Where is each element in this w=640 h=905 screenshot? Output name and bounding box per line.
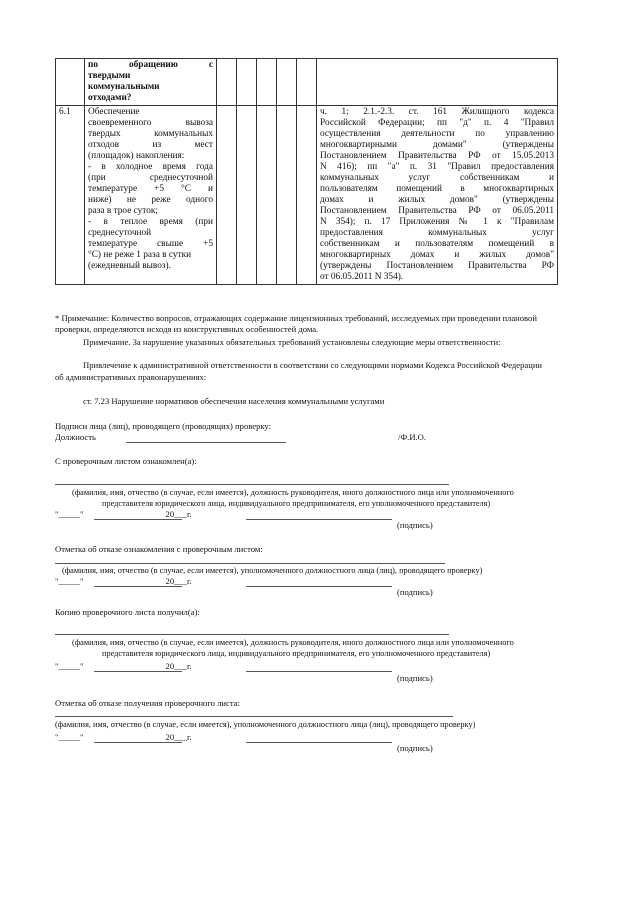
quote-mark: ": [55, 732, 59, 742]
question-text-line: твердыми: [88, 71, 131, 81]
answer-cell: [277, 59, 297, 106]
signature-caption: (подпись): [397, 673, 433, 683]
answer-cell: [257, 106, 277, 285]
reference-text-line: Российской Федерации; пп "д" п. 4 "Правил: [320, 118, 554, 128]
fio-line: [55, 634, 449, 635]
year-suffix: г.: [187, 732, 192, 742]
answer-cell: [237, 106, 257, 285]
position-line: [126, 442, 286, 443]
reference-cell: [317, 106, 558, 285]
fio-caption: представителя юридического лица, индивидуального предпринимателя, его уполномоченного представителя): [102, 649, 491, 658]
answer-cell: [297, 106, 317, 285]
familiarized-label: С проверочным листом ознакомлен(а):: [55, 456, 197, 466]
question-text-line: температуре +5 °С и: [88, 184, 213, 194]
question-text-line: (при среднесуточной: [88, 173, 213, 183]
reference-text-line: многоквартирных домах и жилых домов": [320, 250, 554, 260]
signature-line: [246, 586, 392, 587]
month-line: [94, 519, 182, 520]
question-text-line: ниже) не реже одного: [88, 195, 213, 205]
question-text-line: отходами?: [88, 93, 132, 103]
checklist-table: [55, 58, 558, 285]
refusal-familiarize-label: Отметка об отказе ознакомления с проверочным листом:: [55, 544, 263, 554]
reference-text-line: ч. 1; 2.1.-2.3. ст. 161 Жилищного кодекса: [320, 107, 554, 117]
day-blank: _____: [58, 576, 80, 586]
reference-text-line: Постановлением Правительства РФ от 06.05.2011: [320, 206, 554, 216]
fio-caption: (фамилия, имя, отчество (в случае, если имеется), должность руководителя, иного должностного лица или уполномоченного: [72, 488, 514, 497]
answer-cell: [237, 59, 257, 106]
position-label: Должность: [55, 432, 96, 442]
quote-mark: ": [55, 661, 59, 671]
fio-line: [55, 563, 445, 564]
fio-caption: представителя юридического лица, индивидуального предпринимателя, его уполномоченного представителя): [102, 499, 491, 508]
reference-text-line: собственникам и пользователям помещений в: [320, 239, 554, 249]
question-text-line: (площадок) накопления:: [88, 151, 185, 161]
reference-text-line: Постановлением Правительства РФ от 15.05.2013: [320, 151, 554, 161]
liability-note: Примечание. За нарушение указанных обязательных требований установлены следующие меры ответственности:: [83, 337, 501, 347]
question-text-line: Обеспечение: [88, 107, 140, 117]
row-number-cell: 6.1: [56, 106, 85, 285]
month-line: [94, 671, 182, 672]
signature-caption: (подпись): [397, 743, 433, 753]
year-prefix: 20: [165, 661, 175, 671]
footnote-line: проверки, определяются исходя из конструктивных особенностей дома.: [55, 324, 319, 334]
question-text-line: температуре свыше +5: [88, 239, 213, 249]
year-suffix: г.: [187, 576, 192, 586]
reference-text-line: многоквартирными домами" (утверждены: [320, 140, 554, 150]
fio-caption: (фамилия, имя, отчество (в случае, если имеется), должность руководителя, иного должностного лица или уполномоченного: [72, 638, 514, 647]
reference-cell: [317, 59, 558, 106]
year-prefix: 20: [165, 576, 175, 586]
year-prefix: 20: [165, 732, 175, 742]
quote-mark: ": [80, 661, 84, 671]
day-blank: _____: [58, 732, 80, 742]
reference-text-line: осуществления деятельности по управлению: [320, 129, 554, 139]
month-line: [94, 586, 182, 587]
liability-line: об административных правонарушениях:: [55, 372, 207, 382]
day-blank: _____: [58, 661, 80, 671]
year-blank: ___: [174, 732, 187, 742]
quote-mark: ": [80, 509, 84, 519]
signature-caption: (подпись): [397, 520, 433, 530]
reference-text-line: домах и жилых домов" (утверждены: [320, 195, 554, 205]
question-text-line: среднесуточной: [88, 228, 152, 238]
signature-line: [246, 671, 392, 672]
answer-cell: [217, 106, 237, 285]
year-blank: ___: [174, 576, 187, 586]
day-blank: _____: [58, 509, 80, 519]
inspector-caption: Подписи лица (лиц), проводящего (проводящих) проверку:: [55, 421, 271, 431]
quote-mark: ": [55, 576, 59, 586]
quote-mark: ": [55, 509, 59, 519]
signature-caption: (подпись): [397, 587, 433, 597]
question-text-line: отходов из мест: [88, 140, 213, 150]
fio-line: [55, 484, 449, 485]
quote-mark: ": [80, 576, 84, 586]
table-cell: [56, 59, 85, 106]
question-cell: [85, 106, 217, 285]
copy-received-label: Копию проверочного листа получил(а):: [55, 607, 200, 617]
reference-text-line: (утверждены Постановлением Правительства РФ: [320, 261, 554, 271]
year-suffix: г.: [187, 509, 192, 519]
reference-text-line: коммунальных услуг собственникам и: [320, 173, 554, 183]
question-text-line: (ежедневный вывоз).: [88, 261, 171, 271]
year-blank: ___: [174, 509, 187, 519]
reference-text-line: от 06.05.2011 N 354).: [320, 272, 404, 282]
month-line: [94, 742, 182, 743]
reference-text-line: предоставления коммунальных услуг: [320, 228, 554, 238]
table-row: [56, 59, 558, 106]
liability-line: Привлечение к административной ответственности в соответствии со следующими нормами Кодекса Российской Федерации: [83, 360, 543, 370]
question-cell: [85, 59, 217, 106]
year-blank: ___: [174, 661, 187, 671]
question-text-line: по обращению с: [88, 60, 213, 70]
fio-caption: (фамилия, имя, отчество (в случае, если имеется), уполномоченного должностного лица (лиц), проводящего проверку): [55, 720, 476, 729]
question-text-line: твердых коммунальных: [88, 129, 213, 139]
question-text-line: - в холодное время года: [88, 162, 213, 172]
question-text-line: °С) не реже 1 раза в сутки: [88, 250, 192, 260]
refusal-receive-label: Отметка об отказе получения проверочного листа:: [55, 698, 240, 708]
table-row: [56, 106, 558, 285]
reference-text-line: N 354); п. 17 Приложения № 1 к "Правилам: [320, 217, 554, 227]
year-suffix: г.: [187, 661, 192, 671]
signature-line: [246, 742, 392, 743]
question-text-line: коммунальными: [88, 82, 160, 92]
reference-text-line: пользователям помещений в многоквартирных: [320, 184, 554, 194]
quote-mark: ": [80, 732, 84, 742]
year-prefix: 20: [165, 509, 175, 519]
fio-line: [55, 716, 453, 717]
signature-line: [246, 519, 392, 520]
reference-text-line: N 416); пп "а" п. 31 "Правил предоставления: [320, 162, 554, 172]
footnote-line: * Примечание: Количество вопросов, отражающих содержание лицензионных требований, исследуемых при проведении плановой: [55, 313, 537, 323]
answer-cell: [277, 106, 297, 285]
answer-cell: [297, 59, 317, 106]
answer-cell: [257, 59, 277, 106]
question-text-line: раза в трое суток;: [88, 206, 158, 216]
fio-caption: (фамилия, имя, отчество (в случае, если имеется), уполномоченного должностного лица (лиц), проводящего проверку): [62, 566, 483, 575]
question-text-line: - в теплое время (при: [88, 217, 213, 227]
fio-label: /Ф.И.О.: [398, 432, 427, 442]
answer-cell: [217, 59, 237, 106]
question-text-line: своевременного вывоза: [88, 118, 213, 128]
article-reference: ст. 7.23 Нарушение нормативов обеспечения населения коммунальными услугами: [83, 396, 385, 406]
